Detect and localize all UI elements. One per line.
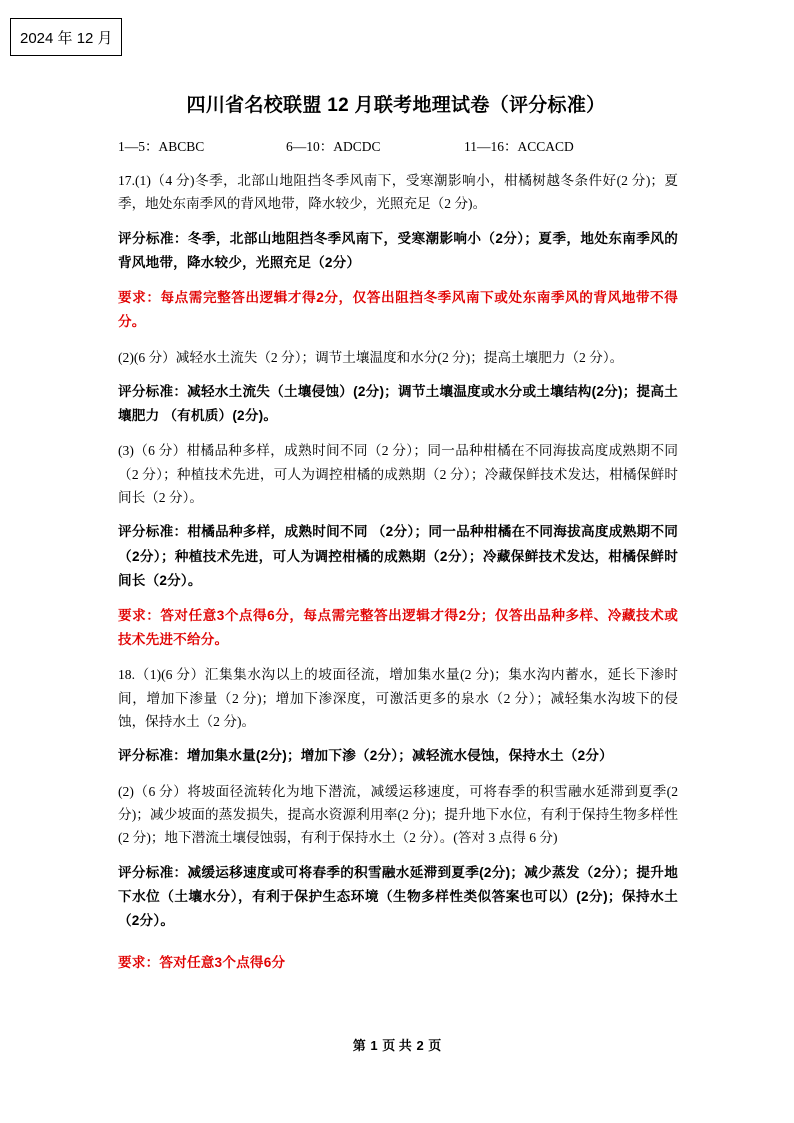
answer-paragraph: (3)（6 分）柑橘品种多样，成熟时间不同（2 分）；同一品种柑橘在不同海拔高度成熟期不同（2 分）；种植技术先进，可人为调控柑橘的成熟期（2 分）；冷藏保鲜技术发达，柑橘保鲜时间长（2 分）。 [118, 443, 678, 505]
answer-paragraph: (2)(6 分）减轻水土流失（2 分）；调节土壤温度和水分(2 分)；提高土壤肥力（2 分）。 [118, 349, 624, 365]
footer-suffix: 页 [428, 1038, 442, 1053]
scoring-requirement: 要求：答对任意3个点得6分，每点需完整答出逻辑才得2分；仅答出品种多样、冷藏技术或技术先进不给分。 [118, 607, 678, 648]
answer-paragraph: 17.(1)（4 分)冬季，北部山地阻挡冬季风南下，受寒潮影响小，柑橘树越冬条件好(2 分)；夏季，地处东南季风的背风地带，降水较少，光照充足（2 分)。 [118, 173, 678, 212]
footer-total-pages: 2 [416, 1038, 424, 1053]
footer-current-page: 1 [370, 1038, 378, 1053]
objective-answers-3: 11—16：ACCACD [464, 139, 574, 154]
objective-answers-2: 6—10：ADCDC [286, 139, 381, 154]
scoring-requirement: 要求：答对任意3个点得6分 [118, 955, 286, 971]
answer-paragraph: 18.（1)(6 分）汇集集水沟以上的坡面径流，增加集水量(2 分)；集水沟内蓄水，延长下渗时间，增加下渗量（2 分)；增加下渗深度，可激活更多的泉水（2 分）；减轻集水沟坡下的侵蚀，保持水土（2 分)。 [118, 667, 678, 730]
scoring-standard: 评分标准：增加集水量(2分)；增加下渗（2分）；减轻流水侵蚀，保持水土（2分） [118, 748, 613, 764]
scoring-standard: 评分标准：减缓运移速度或可将春季的积雪融水延滞到夏季(2分)；减少蒸发（2分）；提升地下水位（土壤水分），有利于保护生态环境（生物多样性类似答案也可以）(2分)；保持水土（2分）。 [118, 864, 678, 929]
date-header-text: 2024 年 12 月 [20, 29, 113, 47]
answer-paragraph: (2)（6 分）将坡面径流转化为地下潜流，减缓运移速度，可将春季的积雪融水延滞到夏季(2 分)；减少坡面的蒸发损失，提高水资源利用率(2 分)；提升地下水位，有利于保持生物多样性(2 分)；地下潜流土壤侵蚀弱，有利于保持水土（2 分）。(答对 3 点得 6 分) [118, 783, 678, 846]
page-title: 四川省名校联盟 12 月联考地理试卷（评分标准） [186, 95, 606, 116]
scoring-standard: 评分标准：柑橘品种多样，成熟时间不同 （2分）；同一品种柑橘在不同海拔高度成熟期不同（2分）；种植技术先进，可人为调控柑橘的成熟期（2分）；冷藏保鲜技术发达，柑橘保鲜时间长（2分）。 [118, 524, 678, 588]
spacer [118, 944, 678, 951]
date-header-box [10, 18, 122, 56]
scoring-requirement: 要求：每点需完整答出逻辑才得2分，仅答出阻挡冬季风南下或处东南季风的背风地带不得分。 [118, 290, 678, 330]
document-content [118, 90, 678, 987]
objective-answers-1: 1—5：ABCBC [118, 139, 205, 154]
footer-middle: 页 共 [382, 1038, 412, 1053]
page-footer [0, 1035, 794, 1054]
scoring-standard: 评分标准：减轻水土流失（土壤侵蚀）(2分)；调节土壤温度或水分或土壤结构(2分)；提高土壤肥力 （有机质）(2分)。 [118, 383, 678, 424]
scoring-standard: 评分标准：冬季，北部山地阻挡冬季风南下，受寒潮影响小（2分）；夏季，地处东南季风的背风地带，降水较少，光照充足（2分） [118, 230, 678, 270]
objective-answers-row [118, 135, 678, 155]
footer-prefix: 第 [352, 1038, 366, 1053]
